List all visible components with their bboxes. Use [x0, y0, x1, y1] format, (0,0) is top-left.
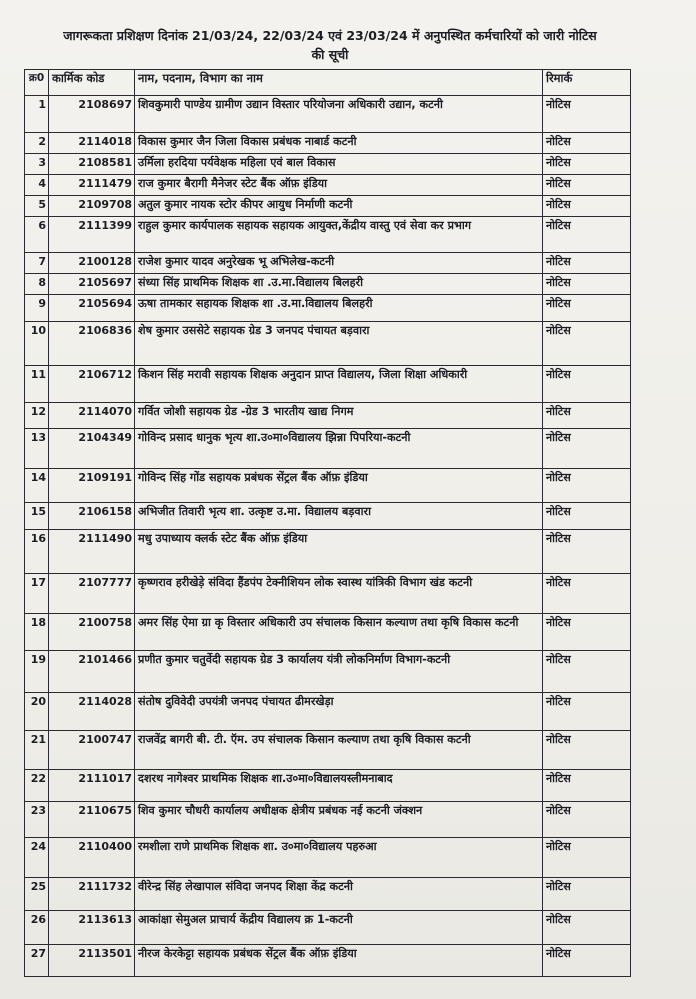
- employee-code-cell: 2106712: [49, 366, 135, 403]
- serial-number-cell: 26: [25, 911, 49, 945]
- employee-code-cell: 2110675: [49, 802, 135, 838]
- name-designation-cell: गोविन्द सिंह गोंड सहायक प्रबंधक सेंट्रल बैंक ऑफ़ इंडिया: [135, 469, 543, 503]
- employee-code-cell: 2106158: [49, 503, 135, 530]
- header-serial-number: क्र0: [25, 70, 49, 96]
- remark-cell: नोटिस: [543, 253, 631, 274]
- table-row: [25, 614, 631, 651]
- name-designation-cell: संध्या सिंह प्राथमिक शिक्षक शा .उ.मा.विद्यालय बिलहरी: [135, 274, 543, 295]
- employee-code-cell: 2111732: [49, 878, 135, 911]
- employee-code-cell: 2111490: [49, 530, 135, 574]
- remark-cell: नोटिस: [543, 175, 631, 196]
- table-header-row: [25, 70, 631, 96]
- serial-number-cell: 17: [25, 574, 49, 614]
- serial-number-cell: 15: [25, 503, 49, 530]
- employee-code-cell: 2114070: [49, 403, 135, 429]
- name-designation-cell: संतोष दुविवेदी उपयंत्री जनपद पंचायत ढीमरखेड़ा: [135, 693, 543, 731]
- employee-code-cell: 2104349: [49, 429, 135, 469]
- serial-number-cell: 11: [25, 366, 49, 403]
- employee-code-cell: 2100758: [49, 614, 135, 651]
- remark-cell: नोटिस: [543, 403, 631, 429]
- table-row: [25, 731, 631, 770]
- name-designation-cell: गर्वित जोशी सहायक ग्रेड -ग्रेड 3 भारतीय खाद्य निगम: [135, 403, 543, 429]
- serial-number-cell: 22: [25, 770, 49, 802]
- name-designation-cell: कृष्णराव हरीखेड़े संविदा हैंडपंप टेक्नीशियन लोक स्वास्थ यांत्रिकी विभाग खंड कटनी: [135, 574, 543, 614]
- title-line-2: की सूची: [311, 47, 349, 62]
- employee-code-cell: 2111399: [49, 217, 135, 253]
- remark-cell: नोटिस: [543, 469, 631, 503]
- title-line-1: जागरूकता प्रशिक्षण दिनांक 21/03/24, 22/03/24 एवं 23/03/24 में अनुपस्थित कर्मचारियों को जारी नोटिस: [63, 28, 597, 43]
- serial-number-cell: 23: [25, 802, 49, 838]
- table-row: [25, 911, 631, 945]
- serial-number-cell: 2: [25, 133, 49, 154]
- name-designation-cell: अभिजीत तिवारी भृत्य शा. उत्कृष्ट उ.मा. विद्यालय बड़वारा: [135, 503, 543, 530]
- employee-code-cell: 2114018: [49, 133, 135, 154]
- name-designation-cell: मधु उपाध्याय क्लर्क स्टेट बैंक ऑफ़ इंडिया: [135, 530, 543, 574]
- employee-code-cell: 2108697: [49, 96, 135, 133]
- table-row: [25, 295, 631, 322]
- table-row: [25, 274, 631, 295]
- table-row: [25, 154, 631, 175]
- remark-cell: नोटिस: [543, 945, 631, 977]
- table-row: [25, 651, 631, 693]
- serial-number-cell: 13: [25, 429, 49, 469]
- remark-cell: नोटिस: [543, 196, 631, 217]
- table-row: [25, 366, 631, 403]
- notice-table: [24, 69, 631, 977]
- name-designation-cell: गोविन्द प्रसाद धानुक भृत्य शा.उ०मा०विद्यालय झिन्ना पिपरिया-कटनी: [135, 429, 543, 469]
- table-row: [25, 133, 631, 154]
- remark-cell: नोटिस: [543, 366, 631, 403]
- table-row: [25, 429, 631, 469]
- remark-cell: नोटिस: [543, 614, 631, 651]
- serial-number-cell: 21: [25, 731, 49, 770]
- table-row: [25, 945, 631, 977]
- remark-cell: नोटिस: [543, 731, 631, 770]
- name-designation-cell: विकास कुमार जैन जिला विकास प्रबंधक नाबार्ड कटनी: [135, 133, 543, 154]
- remark-cell: नोटिस: [543, 274, 631, 295]
- remark-cell: नोटिस: [543, 651, 631, 693]
- employee-code-cell: 2107777: [49, 574, 135, 614]
- employee-code-cell: 2100747: [49, 731, 135, 770]
- serial-number-cell: 20: [25, 693, 49, 731]
- employee-code-cell: 2113613: [49, 911, 135, 945]
- serial-number-cell: 1: [25, 96, 49, 133]
- serial-number-cell: 18: [25, 614, 49, 651]
- name-designation-cell: किशन सिंह मरावी सहायक शिक्षक अनुदान प्राप्त विद्यालय, जिला शिक्षा अधिकारी: [135, 366, 543, 403]
- serial-number-cell: 3: [25, 154, 49, 175]
- employee-code-cell: 2105694: [49, 295, 135, 322]
- employee-code-cell: 2100128: [49, 253, 135, 274]
- serial-number-cell: 25: [25, 878, 49, 911]
- table-row: [25, 574, 631, 614]
- table-row: [25, 175, 631, 196]
- table-row: [25, 217, 631, 253]
- serial-number-cell: 24: [25, 838, 49, 878]
- name-designation-cell: रमशीला राणे प्राथमिक शिक्षक शा. उ०मा०विद्यालय पहरुआ: [135, 838, 543, 878]
- name-designation-cell: प्रणीत कुमार चतुर्वेदी सहायक ग्रेड 3 कार्यालय यंत्री लोकनिर्माण विभाग-कटनी: [135, 651, 543, 693]
- name-designation-cell: शिव कुमार चौधरी कार्यालय अधीक्षक क्षेत्रीय प्रबंधक नई कटनी जंक्शन: [135, 802, 543, 838]
- employee-code-cell: 2105697: [49, 274, 135, 295]
- remark-cell: नोटिस: [543, 154, 631, 175]
- table-row: [25, 469, 631, 503]
- header-name-designation-department: नाम, पदनाम, विभाग का नाम: [135, 70, 543, 96]
- name-designation-cell: नीरज केरकेट्टा सहायक प्रबंधक सेंट्रल बैंक ऑफ़ इंडिया: [135, 945, 543, 977]
- employee-code-cell: 2111479: [49, 175, 135, 196]
- name-designation-cell: शेष कुमार उससेटे सहायक ग्रेड 3 जनपद पंचायत बड़वारा: [135, 322, 543, 366]
- header-remark: रिमार्क: [543, 70, 631, 96]
- serial-number-cell: 4: [25, 175, 49, 196]
- remark-cell: नोटिस: [543, 322, 631, 366]
- name-designation-cell: दशरथ नागेश्वर प्राथमिक शिक्षक शा.उ०मा०विद्यालयस्लीमनाबाद: [135, 770, 543, 802]
- employee-code-cell: 2101466: [49, 651, 135, 693]
- employee-code-cell: 2110400: [49, 838, 135, 878]
- name-designation-cell: राहुल कुमार कार्यपालक सहायक सहायक आयुक्त,केंद्रीय वास्तु एवं सेवा कर प्रभाग: [135, 217, 543, 253]
- table-row: [25, 403, 631, 429]
- serial-number-cell: 5: [25, 196, 49, 217]
- name-designation-cell: राजेश कुमार यादव अनुरेखक भू अभिलेख-कटनी: [135, 253, 543, 274]
- table-row: [25, 878, 631, 911]
- name-designation-cell: राजवेंद्र बागरी बी. टी. ऍम. उप संचालक किसान कल्याण तथा कृषि विकास कटनी: [135, 731, 543, 770]
- remark-cell: नोटिस: [543, 96, 631, 133]
- remark-cell: नोटिस: [543, 911, 631, 945]
- table-row: [25, 503, 631, 530]
- name-designation-cell: राज कुमार बैरागी मैनेजर स्टेट बैंक ऑफ़ इंडिया: [135, 175, 543, 196]
- employee-code-cell: 2108581: [49, 154, 135, 175]
- remark-cell: नोटिस: [543, 802, 631, 838]
- table-row: [25, 693, 631, 731]
- name-designation-cell: आकांक्षा सेमुअल प्राचार्य केंद्रीय विद्यालय क्र 1-कटनी: [135, 911, 543, 945]
- table-row: [25, 196, 631, 217]
- remark-cell: नोटिस: [543, 503, 631, 530]
- employee-code-cell: 2109191: [49, 469, 135, 503]
- remark-cell: नोटिस: [543, 770, 631, 802]
- remark-cell: नोटिस: [543, 878, 631, 911]
- table-row: [25, 253, 631, 274]
- table-row: [25, 802, 631, 838]
- remark-cell: नोटिस: [543, 429, 631, 469]
- serial-number-cell: 12: [25, 403, 49, 429]
- remark-cell: नोटिस: [543, 530, 631, 574]
- serial-number-cell: 14: [25, 469, 49, 503]
- table-row: [25, 322, 631, 366]
- employee-code-cell: 2113501: [49, 945, 135, 977]
- serial-number-cell: 6: [25, 217, 49, 253]
- table-row: [25, 530, 631, 574]
- document-title: [20, 26, 640, 64]
- name-designation-cell: ऊषा तामकार सहायक शिक्षक शा .उ.मा.विद्यालय बिलहरी: [135, 295, 543, 322]
- serial-number-cell: 27: [25, 945, 49, 977]
- remark-cell: नोटिस: [543, 574, 631, 614]
- name-designation-cell: उर्मिला हरदिया पर्यवेक्षक महिला एवं बाल विकास: [135, 154, 543, 175]
- remark-cell: नोटिस: [543, 133, 631, 154]
- serial-number-cell: 10: [25, 322, 49, 366]
- employee-code-cell: 2114028: [49, 693, 135, 731]
- remark-cell: नोटिस: [543, 295, 631, 322]
- remark-cell: नोटिस: [543, 838, 631, 878]
- name-designation-cell: अमर सिंह ऐमा ग्रा कृ विस्तार अधिकारी उप संचालक किसान कल्याण तथा कृषि विकास कटनी: [135, 614, 543, 651]
- table-row: [25, 838, 631, 878]
- table-row: [25, 96, 631, 133]
- name-designation-cell: वीरेन्द्र सिंह लेखापाल संविदा जनपद शिक्षा केंद्र कटनी: [135, 878, 543, 911]
- name-designation-cell: अतुल कुमार नायक स्टोर कीपर आयुध निर्माणी कटनी: [135, 196, 543, 217]
- serial-number-cell: 8: [25, 274, 49, 295]
- remark-cell: नोटिस: [543, 217, 631, 253]
- table-body: [25, 96, 631, 977]
- employee-code-cell: 2109708: [49, 196, 135, 217]
- table-row: [25, 770, 631, 802]
- employee-code-cell: 2111017: [49, 770, 135, 802]
- serial-number-cell: 19: [25, 651, 49, 693]
- serial-number-cell: 16: [25, 530, 49, 574]
- name-designation-cell: शिवकुमारी पाण्डेय ग्रामीण उद्यान विस्तार परियोजना अधिकारी उद्यान, कटनी: [135, 96, 543, 133]
- employee-code-cell: 2106836: [49, 322, 135, 366]
- remark-cell: नोटिस: [543, 693, 631, 731]
- header-employee-code: कार्मिक कोड: [49, 70, 135, 96]
- serial-number-cell: 7: [25, 253, 49, 274]
- serial-number-cell: 9: [25, 295, 49, 322]
